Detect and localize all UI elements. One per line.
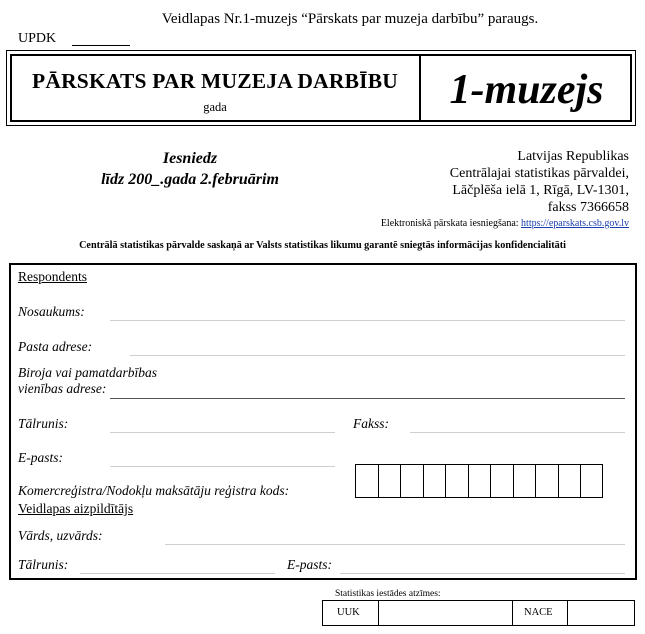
eparskats-link[interactable]: https://eparskats.csb.gov.lv [521, 218, 629, 229]
stat-marks-label: Statistikas iestādes atzīmes: [335, 589, 441, 599]
reg-code-cell[interactable] [513, 464, 536, 498]
fakss-label: Fakss: [353, 416, 389, 431]
respondent-form-box [9, 263, 637, 580]
e-pasts-label: E-pasts: [18, 450, 63, 465]
stat-box-divider [512, 600, 513, 626]
vards-field[interactable] [165, 544, 625, 545]
recipient-line-2: Centrālajai statistikas pārvaldei, [449, 166, 629, 181]
talrunis2-field[interactable] [80, 573, 275, 574]
reg-code-cell[interactable] [355, 464, 378, 498]
vards-label: Vārds, uzvārds: [18, 528, 103, 543]
reg-code-cell[interactable] [490, 464, 513, 498]
recipient-line-1: Latvijas Republikas [517, 149, 629, 164]
fakss-field[interactable] [410, 432, 625, 433]
confidentiality-note: Centrālā statistikas pārvalde saskaņā ar Valsts statistikas likumu garantē sniegtās informācijas konfidencialitāti [79, 240, 566, 251]
recipient-line-3: Lāčplēša ielā 1, Rīgā, LV-1301, [452, 183, 629, 198]
nosaukums-label: Nosaukums: [18, 304, 85, 319]
submission-deadline [100, 148, 280, 190]
reg-code-cell[interactable] [580, 464, 603, 498]
respondents-heading: Respondents [18, 269, 87, 284]
stat-box-divider [567, 600, 568, 626]
biroja-label-line-1: Biroja vai pamatdarbības [18, 365, 158, 380]
nosaukums-field[interactable] [110, 320, 625, 321]
reg-code-cell[interactable] [378, 464, 401, 498]
reg-code-cell[interactable] [445, 464, 468, 498]
reg-code-cell[interactable] [558, 464, 581, 498]
submit-line-2: līdz 200_.gada 2.februārim [101, 171, 279, 188]
talrunis-field[interactable] [110, 432, 335, 433]
reg-code-cell[interactable] [535, 464, 558, 498]
reg-code-cell[interactable] [400, 464, 423, 498]
stat-box-divider [378, 600, 379, 626]
electronic-submission [381, 218, 629, 229]
recipient-address [349, 148, 629, 216]
biroja-label-line-2: vienības adrese: [18, 381, 107, 396]
reg-code-cell[interactable] [468, 464, 491, 498]
biroja-adrese-field[interactable] [110, 398, 625, 399]
submit-line-1: Iesniedz [162, 150, 218, 167]
talrunis-label: Tālrunis: [18, 416, 69, 431]
electronic-label: Elektroniskā pārskata iesniegšana: [380, 218, 519, 229]
uuk-label: UUK [337, 607, 360, 618]
e-pasts-field[interactable] [110, 466, 335, 467]
year-label: gada [203, 100, 227, 114]
pasta-adrese-label: Pasta adrese: [18, 339, 93, 354]
reg-code-cell[interactable] [423, 464, 446, 498]
form-sample-note: Veidlapas Nr.1-muzejs “Pārskats par muzeja darbību” paraugs. [161, 11, 539, 27]
form-code: 1-muzejs [449, 67, 604, 113]
talrunis2-label: Tālrunis: [18, 557, 69, 572]
registration-code-boxes [355, 464, 603, 498]
nace-label: NACE [524, 607, 553, 618]
e-pasts2-field[interactable] [340, 573, 625, 574]
stat-marks-box [322, 600, 635, 626]
e-pasts2-label: E-pasts: [287, 557, 332, 572]
updk-field[interactable] [72, 45, 130, 46]
recipient-line-4: fakss 7366658 [547, 200, 629, 215]
report-title: PĀRSKATS PAR MUZEJA DARBĪBU [32, 69, 398, 93]
pasta-adrese-field[interactable] [130, 355, 625, 356]
updk-label: UPDK [18, 31, 57, 46]
aizpilditajs-heading: Veidlapas aizpildītājs [18, 501, 134, 516]
komercregistra-label: Komercreģistra/Nodokļu maksātāju reģistra kods: [18, 483, 290, 498]
